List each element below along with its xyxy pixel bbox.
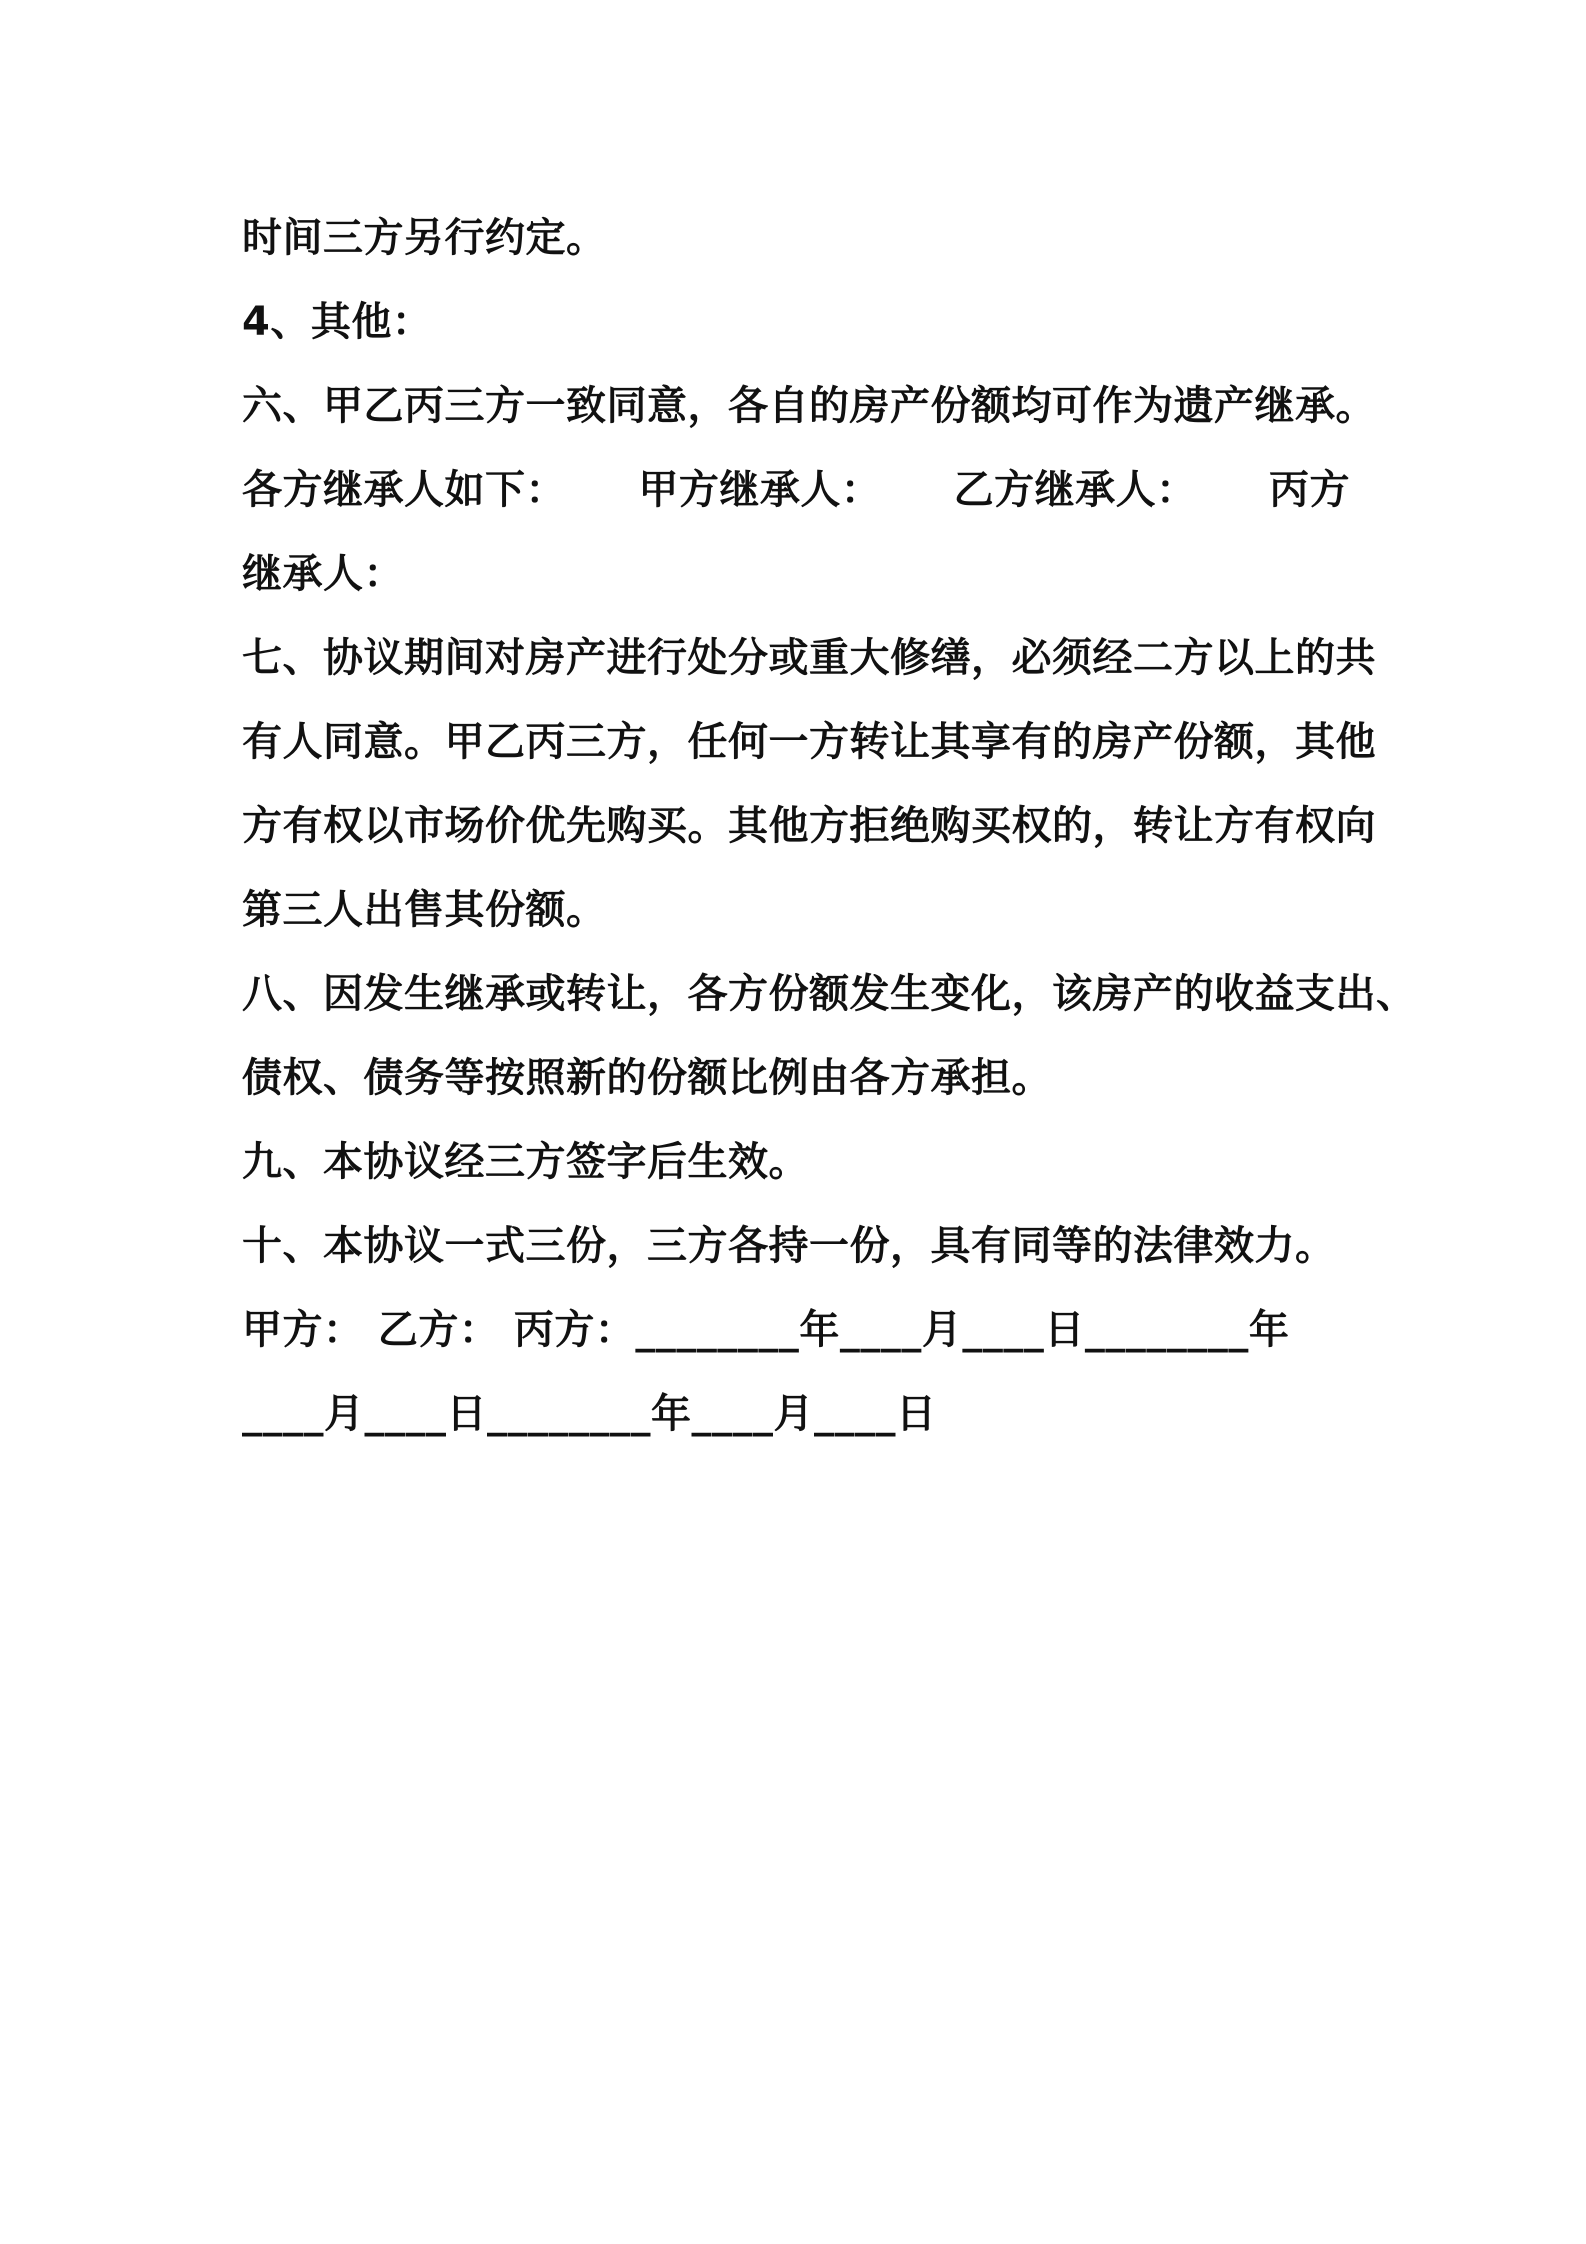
signature-line-1: 甲方： 乙方： 丙方：________年____月____日________年 — [242, 1307, 1290, 1353]
paragraph-line-5: 继承人： — [242, 551, 404, 597]
paragraph-line-3: 六、甲乙丙三方一致同意，各自的房产份额均可作为遗产继承。 — [242, 383, 1376, 429]
paragraph-line-6: 七、协议期间对房产进行处分或重大修缮，必须经二方以上的共 — [242, 635, 1376, 681]
heirs-line — [242, 448, 1350, 532]
party-c-heir-label: 丙方 — [1268, 467, 1350, 513]
paragraph-line-9: 第三人出售其份额。 — [242, 887, 607, 933]
paragraph-line-12: 九、本协议经三方签字后生效。 — [242, 1139, 809, 1185]
document-body — [242, 196, 1417, 1456]
party-b-heir-label: 乙方继承人： — [953, 467, 1197, 513]
paragraph-line-8: 方有权以市场价优先购买。其他方拒绝购买权的，转让方有权向 — [242, 803, 1376, 849]
party-a-heir-label: 甲方继承人： — [638, 467, 882, 513]
paragraph-line-10: 八、因发生继承或转让，各方份额发生变化，该房产的收益支出、 — [242, 971, 1417, 1017]
heirs-intro: 各方继承人如下： — [242, 467, 566, 513]
signature-line-2: ____月____日________年____月____日 — [242, 1391, 937, 1437]
paragraph-line-1: 时间三方另行约定。 — [242, 215, 607, 261]
paragraph-line-13: 十、本协议一式三份，三方各持一份，具有同等的法律效力。 — [242, 1223, 1336, 1269]
paragraph-line-11: 债权、债务等按照新的份额比例由各方承担。 — [242, 1055, 1052, 1101]
paragraph-line-2: 4、其他： — [242, 299, 433, 345]
paragraph-line-7: 有人同意。甲乙丙三方，任何一方转让其享有的房产份额，其他 — [242, 719, 1376, 765]
